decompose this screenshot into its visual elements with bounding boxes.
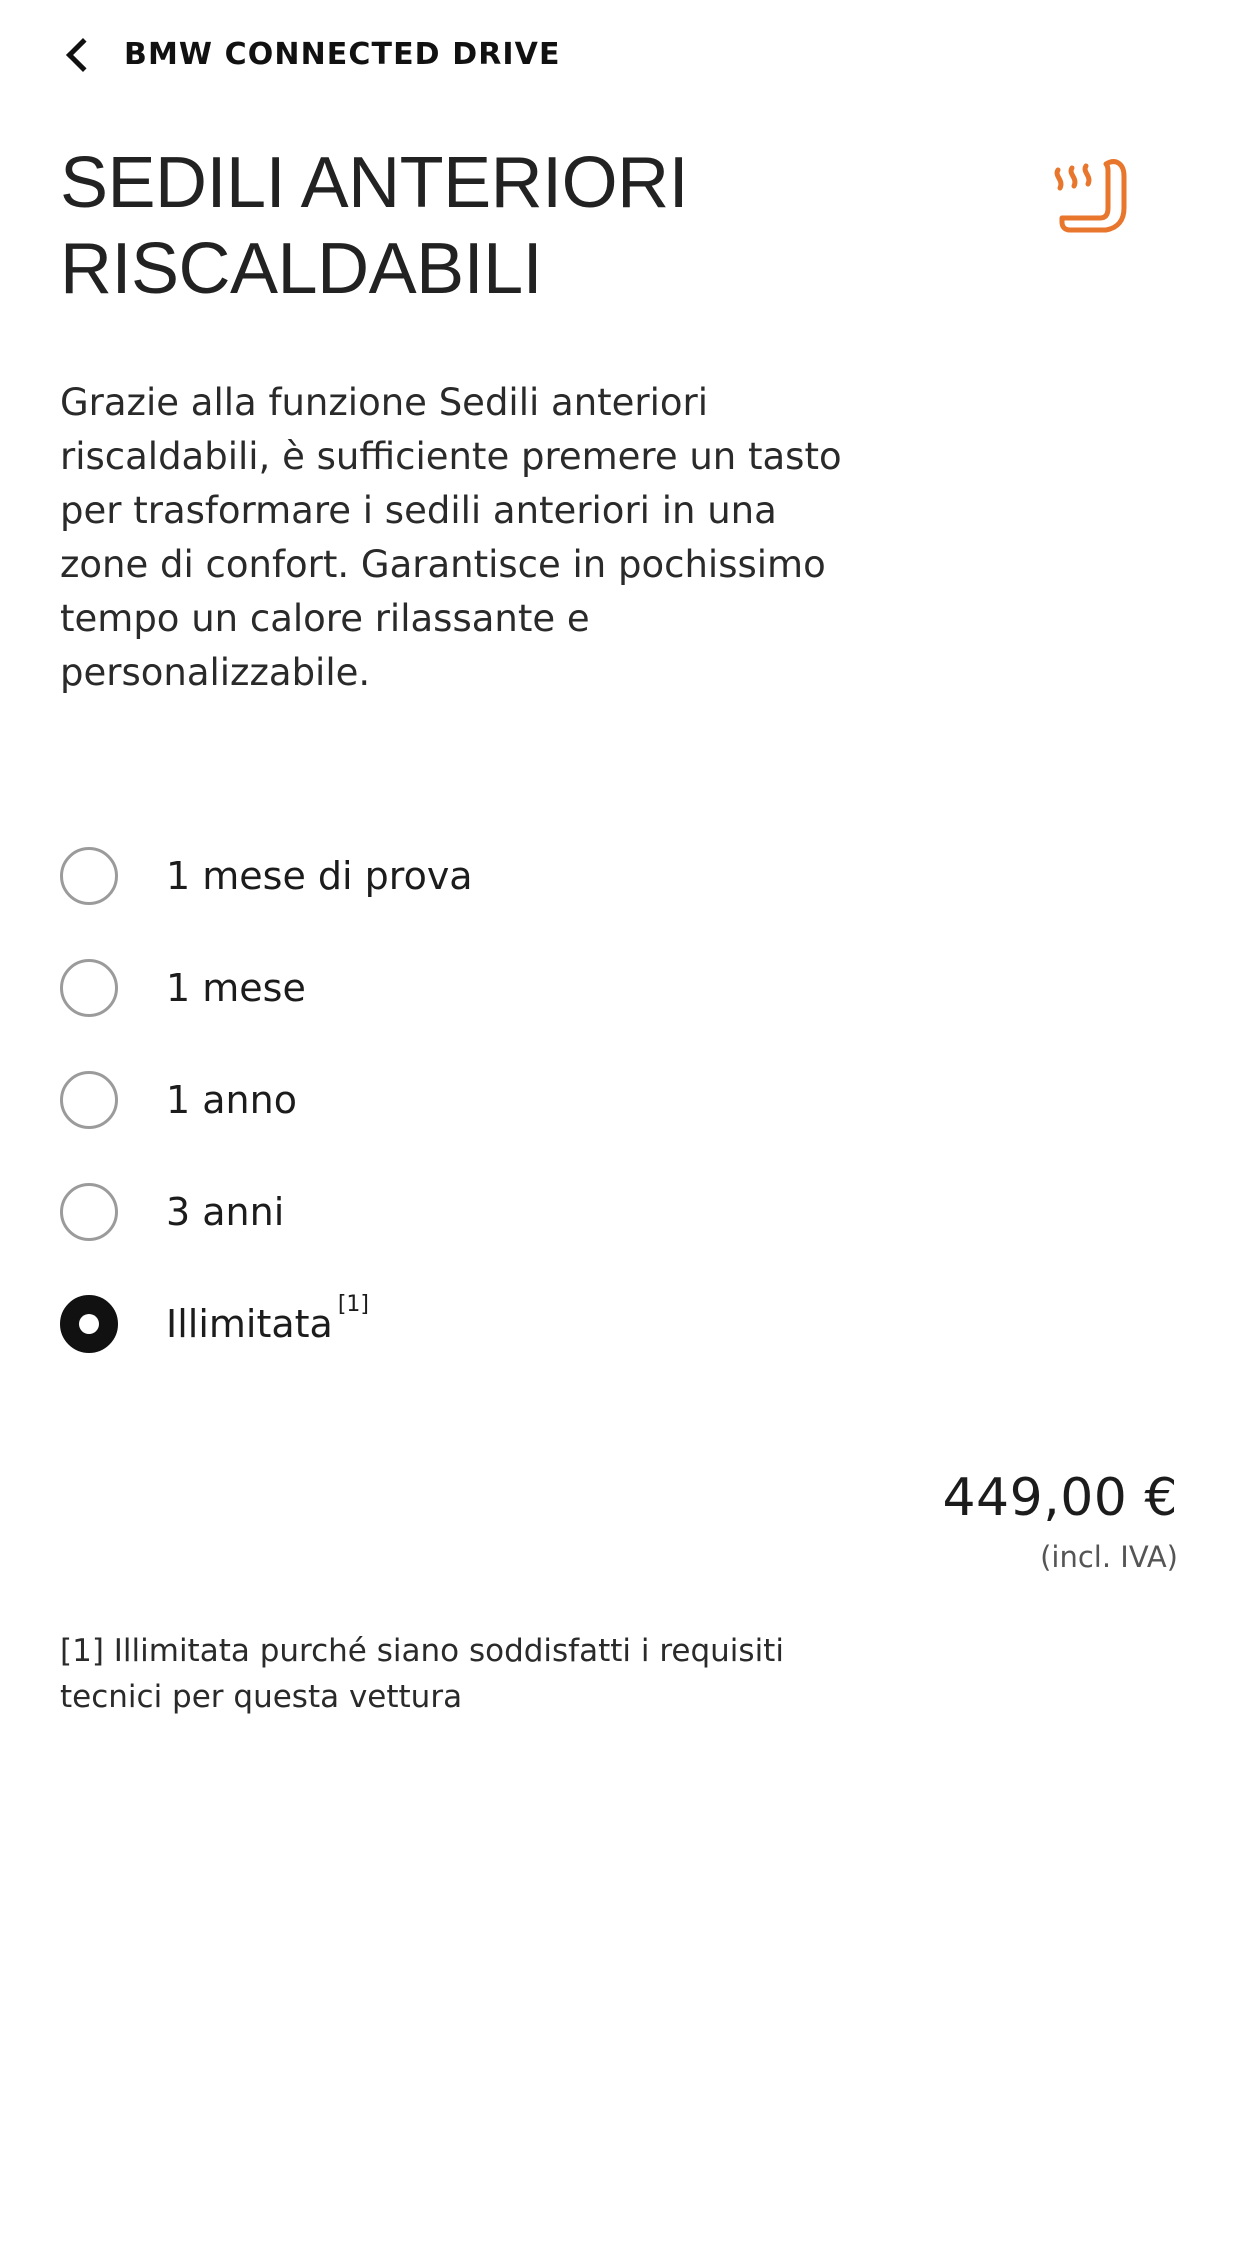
title-section [60,140,1182,312]
option-label [166,1078,297,1122]
back-chevron-icon[interactable] [60,37,94,71]
option-text: 3 anni [166,1190,285,1234]
radio-3-anni[interactable] [60,1183,118,1241]
option-text: Illimitata [166,1302,333,1346]
radio-1-mese-di-prova[interactable] [60,847,118,905]
feature-description: Grazie alla funzione Sedili anteriori riscaldabili, è sufficiente premere un tasto per trasformare i sedili anteriori in una zone di confort. Garantisce in pochissimo tempo un calore rilassante e personalizzabile. [60,381,842,694]
app-header [0,0,1242,70]
price-amount: 449,00 € [942,1468,1178,1528]
option-row[interactable] [60,820,1182,932]
option-text: 1 mese di prova [166,854,473,898]
radio-1-mese[interactable] [60,959,118,1017]
option-text: 1 anno [166,1078,297,1122]
option-row[interactable] [60,1044,1182,1156]
page-title: SEDILI ANTERIORI RISCALDABILI [60,143,689,309]
option-label [166,1190,284,1234]
option-row[interactable] [60,932,1182,1044]
price-block [0,1468,1178,1574]
option-text: 1 mese [166,966,306,1010]
option-row[interactable] [60,1268,1182,1380]
option-row[interactable] [60,1156,1182,1268]
radio-1-anno[interactable] [60,1071,118,1129]
footnote-marker: [1] [337,1292,369,1317]
option-label [166,854,473,898]
option-label [166,1292,369,1346]
price-tax-note: (incl. IVA) [1040,1540,1178,1574]
subscription-options [0,820,1242,1380]
header-title: BMW CONNECTED DRIVE [124,36,561,72]
option-label [166,966,306,1010]
radio-illimitata[interactable] [60,1295,118,1353]
heated-seat-icon [1036,148,1146,248]
footnote-text: [1] Illimitata purché siano soddisfatti i requisiti tecnici per questa vettura [60,1633,784,1715]
